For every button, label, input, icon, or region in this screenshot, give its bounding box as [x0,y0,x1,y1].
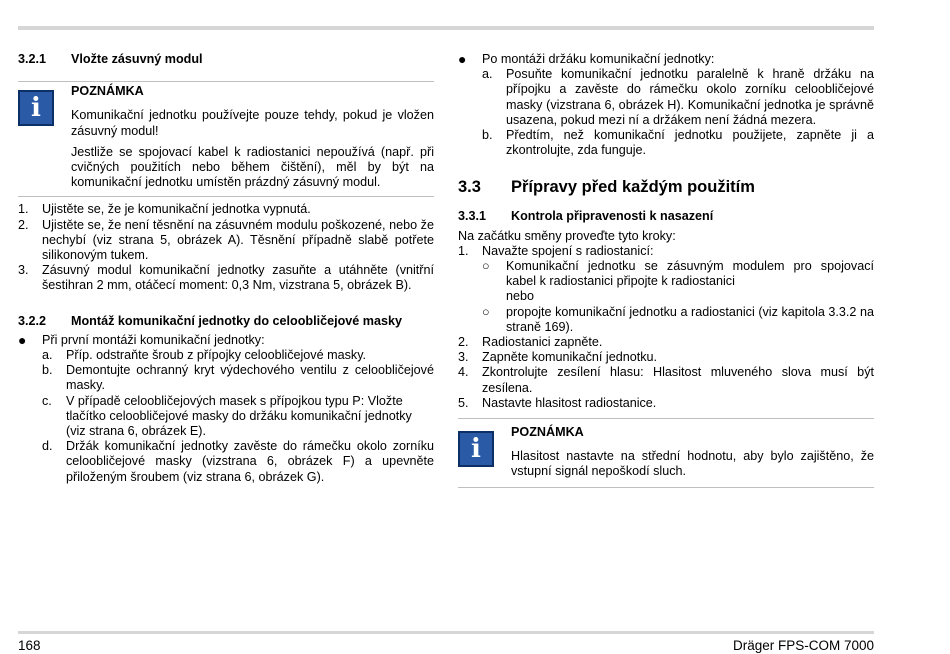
note-box-plugin [18,81,434,197]
top-rule [18,26,874,30]
circle-bullet-icon: ○ [482,304,490,319]
section-number: 3.2.2 [18,313,47,328]
list-item: b. Předtím, než komunikační jednotku použijete, zapněte ji a zkontrolujte, zda funguje. [482,128,874,158]
note-paragraph: Jestliže se spojovací kabel k radiostanici nepoužívá (např. při cvičných použitích nebo během čištění), měl by být na komunikační jednotku umístěn prázdný zásuvný modul. [71,144,434,190]
page-number: 168 [18,638,41,653]
list-item: 4. Zkontrolujte zesílení hlasu: Hlasitost mluveného slova musí být zesílena. [458,365,874,395]
list-item: 1. Navažte spojení s radiostanicí: [458,243,654,258]
left-column [18,52,434,485]
list-item: c. V případě celoobličejových masek s přípojkou typu P: Vložte tlačítko celoobličejové masky do držáku komunikační jednotky (viz strana 6, obrázek E). [42,393,412,439]
note-paragraph: Komunikační jednotku používejte pouze tehdy, pokud je vložen zásuvný modul! [71,108,434,138]
bottom-rule [18,631,874,634]
section-title: Montáž komunikační jednotky do celoobličejové masky [71,313,403,328]
bullet-item: ● Při první montáži komunikační jednotky: [18,331,265,348]
list-item: 3. Zásuvný modul komunikační jednotky zasuňte a utáhněte (vnitřní šestihran 2 mm, otáčecí moment: 0,3 Nm, vizstrana 5, obrázek B). [18,263,434,293]
list-item: 3. Zapněte komunikační jednotku. [458,350,658,365]
or-text: nebo [506,289,535,304]
section-title: Kontrola připravenosti k nasazení [511,209,714,224]
intro-text: Na začátku směny proveďte tyto kroky: [458,228,676,243]
info-icon: i [18,90,54,126]
circle-bullet-icon: ○ [482,259,490,274]
list-item: d. Držák komunikační jednotky zavěste do rámečku okolo zorníku celoobličejové masky (vizstrana 6, obrázek F) a upevněte přiloženým šroubem (viz strana 6, obrázek G). [42,439,434,484]
section-number: 3.2.1 [18,52,47,66]
steps-list [458,335,874,411]
info-icon: i [458,431,494,467]
bullet-icon: ● [18,331,27,348]
note-box-volume [458,418,874,488]
list-item: ○ propojte komunikační jednotku a radiostanici (viz kapitola 3.3.2 na straně 169). [482,304,874,334]
note-title: POZNÁMKA [71,84,144,99]
list-item: b. Demontujte ochranný kryt výdechového ventilu z celoobličejové masky. [42,363,434,393]
list-item: 2. Ujistěte se, že není těsnění na zásuvném modulu poškozené, nebo že nechybí (viz strana 5, obrázek A). Těsnění případně slabě potřete silikonovým tukem. [18,217,434,263]
section-3-3-heading [458,177,874,197]
bullet-icon: ● [458,51,467,67]
list-item: 1. Ujistěte se, že je komunikační jednotka vypnutá. [18,202,311,217]
section-3-2-2-heading [18,314,434,329]
steps-list [458,244,874,259]
section-number: 3.3 [458,178,481,197]
note-title: POZNÁMKA [511,425,584,440]
section-title: Přípravy před každým použitím [511,178,755,197]
section-3-3-1-heading [458,209,874,224]
product-name: Dräger FPS-COM 7000 [732,638,874,653]
list-item: a. Příp. odstraňte šroub z přípojky celoobličejové masky. [42,348,367,363]
list-item: 2. Radiostanici zapněte. [458,335,603,350]
steps-list [18,202,434,293]
list-item: 5. Nastavte hlasitost radiostanice. [458,395,657,410]
note-paragraph: Hlasitost nastavte na střední hodnotu, aby bylo zajištěno, že vstupní signál nepoškodí sluch. [511,449,874,479]
section-3-2-1-heading [18,52,434,67]
section-number: 3.3.1 [458,209,487,224]
bullet-item: ● Po montáži držáku komunikační jednotky: [458,51,715,67]
right-column [458,52,874,488]
list-item: ○ Komunikační jednotku se zásuvným modulem pro spojovací kabel k radiostanici připojte k radiostanici [482,259,874,289]
section-title: Vložte zásuvný modul [71,52,203,66]
list-item: a. Posuňte komunikační jednotku paralelně k hraně držáku na přípojku a zavěste do rámečku okolo zorníku celoobličejové masky (vizstrana 6, obrázek H). Komunikační jednotka je správně usazena, pokud mezi ní a držákem není žádná mezera. [482,67,874,127]
